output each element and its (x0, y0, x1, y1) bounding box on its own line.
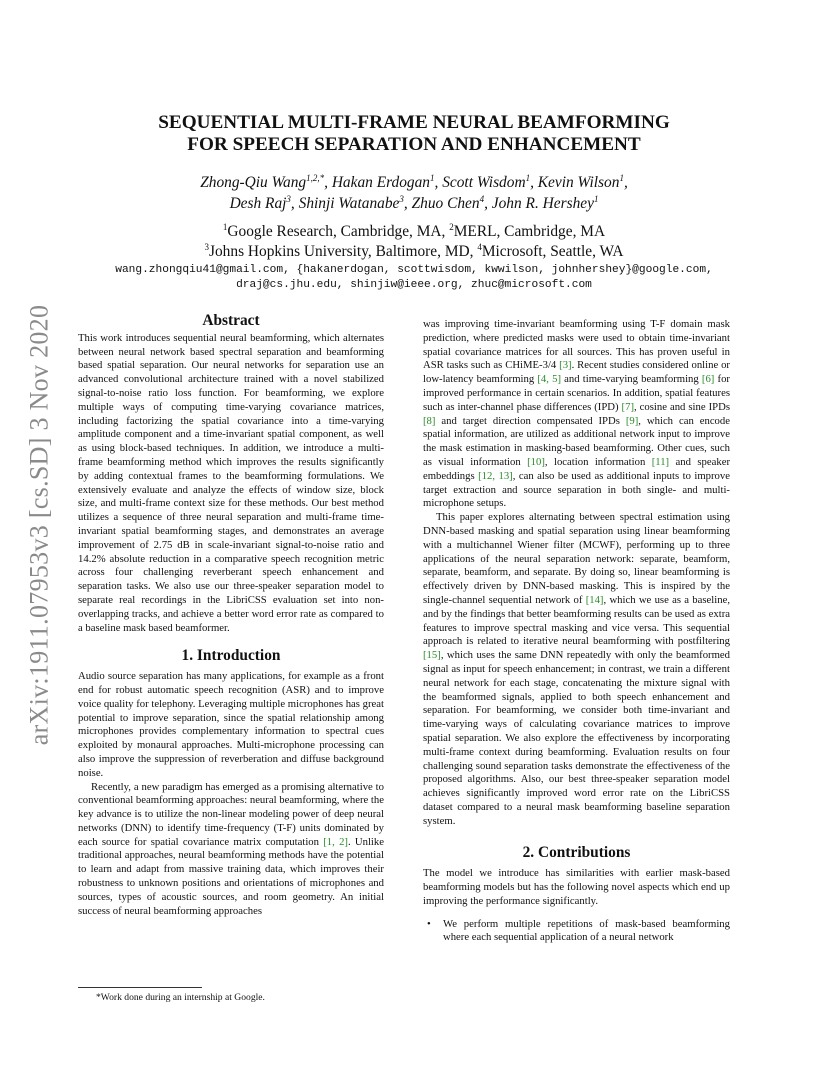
author-list (100, 172, 728, 214)
contributions-paragraph: The model we introduce has similarities with earlier mask-based beamforming models but has the following novel aspects which end up improving the performance significantly. (423, 867, 730, 907)
author-name: Zhuo Chen (411, 195, 480, 212)
text-run: , which can encode spatial information, are utilized as additional network input to improve the mask estimation in masking-based beamforming. Other cues, such as visual information (423, 414, 730, 468)
citation-link[interactable]: [4, 5] (537, 373, 562, 386)
arxiv-id-text: arXiv:1911.07953v3 [cs.SD] 3 Nov 2020 (24, 304, 54, 746)
intro-heading: 1. Introduction (181, 647, 281, 665)
text-run: , can also be used as additional inputs to improve target extraction and source separation in both single- and multi-microphone setups. (423, 469, 730, 510)
text-run: and time-varying beamforming (561, 373, 702, 386)
abstract-text: This work introduces sequential neural beamforming, which alternates between neural network based spectral separation and beamforming based spatial separation. Our neural networks for separation use an advanced convolutional architecture trained with a novel stabilized signal-to-noise ratio loss function. For beamforming, we explore multiple ways of computing time-varying covariance matrices, including factorizing the spatial covariance into a time-varying amplitude component and a time-invariant spatial component, as well as using block-based techniques. In addition, we introduce a multi-frame beamforming method which improves the results significantly by adding contextual frames to the beamforming formulations. We extensively evaluate and analyze the effects of window size, block size, and multi-frame context size for these methods. Our best method utilizes a sequence of three neural separation and multi-frame time-invariant spatial beamforming stages, and demonstrates an average improvement of 2.75 dB in scale-invariant signal-to-noise ratio and 14.2% absolute reduction in a comparative speech recognition metric across four challenging reverberant speech enhancement and separation tasks. We also use our three-speaker separation model to separate real recordings in the LibriCSS evaluation set into non-overlapping tracks, and achieve a better word error rate as compared to a baseline mask based beamformer. (78, 331, 384, 634)
citation-link[interactable]: [7] (621, 400, 635, 413)
email-line-2: draj@cs.jhu.edu, shinjiw@ieee.org, zhuc@microsoft.com (236, 279, 592, 291)
arxiv-sidebar-id (17, 290, 61, 760)
paper-title (100, 112, 728, 156)
citation-link[interactable]: [14] (585, 593, 604, 606)
author-name: Shinji Watanabe (298, 195, 400, 212)
author-name: Hakan Erdogan (331, 174, 430, 191)
citation-link[interactable]: [15] (423, 649, 441, 662)
affiliation-name: Google Research, Cambridge, MA, (227, 223, 450, 240)
author-sup: 1 (619, 172, 624, 183)
author-sup: 3 (399, 193, 404, 204)
text-run: for improved performance in certain scenarios. In addition, spatial features such as inter-channel phase differences (IPD) (423, 373, 730, 413)
intro-paragraph-1: Audio source separation has many applications, for example as a front end for robust automatic speech recognition (ASR) and to improve voice quality for telephony. Leveraging multiple microphones has great potential to improve separation, since the spatial relationship among microphones provides complementary information to spectral cues exploited by monaural approaches. Multi-microphone processing can also improve the suppression of reverberation and diffuse background noise. (78, 670, 384, 779)
text-run: This paper explores alternating between spectral estimation using DNN-based masking and spatial separation using linear beamforming with a multichannel Wiener filter (MCWF), performing up to three applications of the neural separation network: separate, beamform, separate, beamform, and separate. By doing so, linear beamforming is effectively driven by DNN-based masking. This is inspired by the single-channel sequential network of (423, 511, 730, 606)
affiliation-name: Microsoft, Seattle, WA (481, 243, 624, 260)
text-run: . Unlike traditional approaches, neural beamforming methods have the potential to learn and adapt from massive training data, which improves their robustness to unknown positions and orientations of microphones and sources, types of acoustic sources, and room geometry. An initial success of neural beamforming approaches (78, 835, 384, 917)
affiliation-line-1 (100, 222, 728, 242)
author-sup: 1,2,* (306, 172, 325, 183)
footnote-text: *Work done during an internship at Google. (96, 992, 265, 1003)
author-emails (60, 263, 768, 293)
text-run: , which we use as a baseline, and by the findings that better beamforming results can be used as extra features to improve spectral masking and vice versa. This sequential approach is related to iterative neural beamforming with postfiltering (423, 593, 730, 648)
affiliation-name: MERL, Cambridge, MA (453, 223, 606, 240)
citation-link[interactable]: [1, 2] (323, 835, 348, 848)
contributions-heading: 2. Contributions (522, 844, 631, 862)
email-line-1: wang.zhongqiu41@gmail.com, {hakanerdogan, scottwisdom, kwwilson, johnhershey}@google.com, (115, 264, 713, 276)
title-line-2: FOR SPEECH SEPARATION AND ENHANCEMENT (187, 134, 641, 155)
citation-link[interactable]: [3] (559, 359, 572, 372)
text-run: was improving time-invariant beamforming using T-F domain mask prediction, where predicted masks were used to obtain time-invariant spatial covariance matrices for all sources. This has proven useful in ASR tasks such as CHiME-3/4 (423, 318, 730, 372)
author-line-1: Zhong-Qiu Wang$^{1,2,*}$, Hakan Erdogan$^1$, Scott Wisdom$^1$, Kevin Wilson$^1$, (200, 172, 628, 191)
affiliation-name: Johns Hopkins University, Baltimore, MD, (209, 243, 478, 260)
bullet-dot: • (427, 917, 431, 930)
text-run: . Recent studies considered online or low-latency beamforming (423, 359, 730, 386)
affiliation-sup: 4 (477, 241, 482, 252)
intro-paragraph-2 (78, 781, 384, 919)
bullet-text: We perform multiple repetitions of mask-based beamforming where each sequential application of a neural network (443, 917, 730, 944)
author-sup: 1 (593, 193, 599, 204)
text-run: and speaker embeddings (423, 455, 731, 482)
citation-link[interactable]: [6] (701, 373, 715, 386)
author-line-2: Desh Raj$^3$, Shinji Watanabe$^3$, Zhuo Chen$^4$, John R. Hershey$^1$ (229, 193, 599, 212)
text-run: , cosine and sine IPDs (634, 400, 730, 413)
left-column (78, 314, 384, 918)
text-run: , location information (544, 455, 652, 468)
affiliation-sup: 1 (222, 221, 228, 232)
author-sup: 4 (479, 193, 485, 204)
text-run: Recently, a new paradigm has emerged as a promising alternative to conventional beamforming approaches: neural beamforming, where the key advance is to utilize the non-linear modeling power of deep neural networks (DNN) to identify time-frequency (T-F) units dominated by each source for spatial covariance matrix computation (78, 780, 384, 848)
author-name: Zhong-Qiu Wang (200, 174, 307, 191)
title-line-1: SEQUENTIAL MULTI-FRAME NEURAL BEAMFORMING (158, 112, 670, 133)
author-name: John R. Hershey (491, 195, 594, 212)
citation-link[interactable]: [10] (527, 455, 545, 468)
right-column (423, 318, 730, 945)
right-paragraph-1 (423, 318, 730, 511)
footnote (78, 987, 384, 1003)
author-sup: 1 (525, 172, 531, 183)
affiliations (100, 222, 728, 262)
citation-link[interactable]: [11] (651, 455, 670, 468)
contribution-bullet (423, 918, 730, 946)
abstract-heading: Abstract (202, 312, 260, 329)
author-sup: 3 (286, 193, 291, 204)
author-name: Scott Wisdom (442, 174, 526, 191)
citation-link[interactable]: [8] (423, 414, 436, 427)
affiliation-line-2 (100, 242, 728, 262)
author-sup: 1 (430, 172, 435, 183)
right-paragraph-2 (423, 511, 730, 828)
text-run: and target direction compensated IPDs (435, 414, 626, 427)
footnote-rule (78, 987, 202, 988)
text-run: , which uses the same DNN repeatedly with only the beamformed signal as input for speech enhancement; in contrast, we train a different neural network for each stage, concatenating the mixture signal with the beamformed signals, applied to both speech enhancement and separation. For beamforming, we consider both time-invariant and time-varying ways of calculating covariance matrices to improve spatial separation. We also explore the effectiveness by incorporating multi-frame context during beamforming. Evaluation results on four challenging sound separation tasks demonstrate the effectiveness of the proposed algorithms. Also, our best three-speaker separation model achieves significantly improved word error rate on the LibriCSS dataset compared to a neural mask beamforming baseline separation system. (423, 649, 730, 827)
citation-link[interactable]: [9] (625, 414, 639, 427)
citation-link[interactable]: [12, 13] (478, 469, 513, 482)
affiliation-sup: 2 (449, 221, 454, 232)
author-name: Kevin Wilson (537, 174, 620, 191)
author-name: Desh Raj (229, 195, 287, 212)
affiliation-sup: 3 (204, 241, 209, 252)
